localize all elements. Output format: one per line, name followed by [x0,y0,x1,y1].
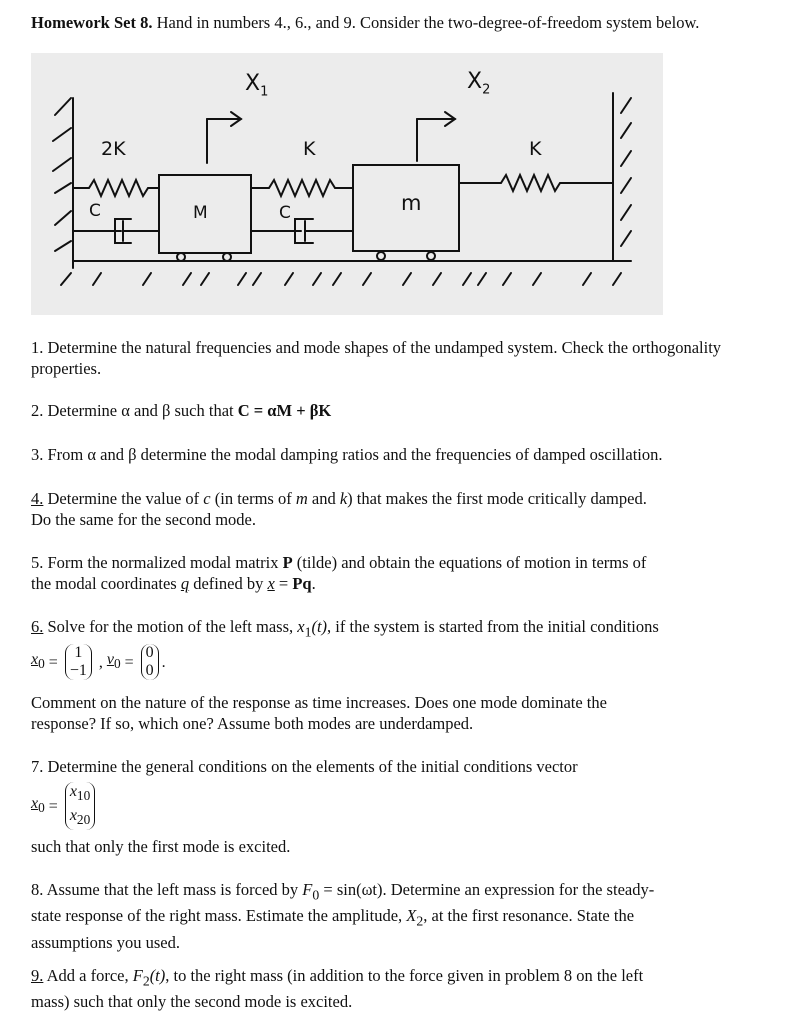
x0-general-vector: $x_{10}$ $x_{20}$ [65,782,95,830]
problem-7-vector: $x_0$ = $x_{10}$ $x_{20}$ [31,782,98,830]
header-title: Homework Set 8. [31,13,153,32]
right-spring-label: K [529,138,542,160]
problem-7-condition: such that only the first mode is excited. [31,837,291,856]
left-mass-wheel [177,253,185,261]
problem-7: 7. Determine the general conditions on the elements of the initial conditions vector [31,757,578,776]
x2-arrow [417,112,455,161]
header-text: Hand in numbers 4., 6., and 9. Consider the two-degree-of-freedom system below. [156,13,700,32]
left-damper [73,219,159,243]
problem-4: 4. Determine the value of c (in terms of m and k) that makes the first mode critically damped. Do the same for the second mode. [31,489,647,529]
right-wall [613,93,631,261]
left-mass-label: M [193,203,208,223]
middle-damper [251,219,353,243]
x0-vector: 1 −1 [65,644,92,680]
problem-5: 5. Form the normalized modal matrix P (tilde) and obtain the equations of motion in terms of the modal coordinates q defined by x = Pq. [31,553,647,593]
ground [61,261,631,285]
header [31,12,791,33]
problem-9: 9. Add a force, $F_2(t)$, to the right mass (in addition to the force given in problem 8 on the left mass) such that only the second mode is excited. [31,966,644,1012]
x2-label: $X_2$ [467,69,491,98]
right-mass-wheel [377,252,385,260]
middle-spring [251,180,353,196]
x1-arrow [207,112,241,163]
problem-6: 6. Solve for the motion of the left mass, $x_1(t)$, if the system is started from the initial conditions [31,617,659,640]
problem-2: 2. Determine α and β such that C = αM + βK [31,401,332,420]
x1-label: $X_1$ [245,71,269,100]
left-damper-label: C [89,201,101,221]
right-spring [459,175,613,191]
left-spring [73,180,159,196]
middle-damper-label: C [279,203,291,223]
problem-8: 8. Assume that the left mass is forced by $F_0 = \sin(\omega t)$. Determine an expression for the steady- state response of the right mass. Estimate the amplitude, $X_2$, at the first resonance. State the assumptions you used. [31,880,655,952]
middle-spring-label: K [303,138,316,160]
left-wall [53,98,73,268]
problem-6-comment: Comment on the nature of the response as time increases. Does one mode dominate the response? If so, which one? Assume both modes are underdamped. [31,693,607,733]
right-mass-wheel [427,252,435,260]
left-mass-wheel [223,253,231,261]
right-mass-label: m [401,191,422,215]
spring-mass-damper-diagram [31,53,663,315]
v0-vector: 0 0 [141,644,159,680]
problem-3: 3. From α and β determine the modal damping ratios and the frequencies of damped oscillation. [31,445,663,464]
problem-3-text: From α and β determine the modal damping ratios and the frequencies of damped oscillation. [47,445,663,464]
system-figure [31,53,663,315]
problem-1-text: Determine the natural frequencies and mode shapes of the undamped system. Check the orthogonality properties. [31,338,722,378]
problem-1: 1. Determine the natural frequencies and mode shapes of the undamped system. Check the orthogonality properties. [31,338,722,378]
left-spring-label: 2K [101,138,126,160]
problem-6-initial-conditions: $x_0$ = 1 −1 , $v_0$ = 0 0 . [31,644,166,679]
